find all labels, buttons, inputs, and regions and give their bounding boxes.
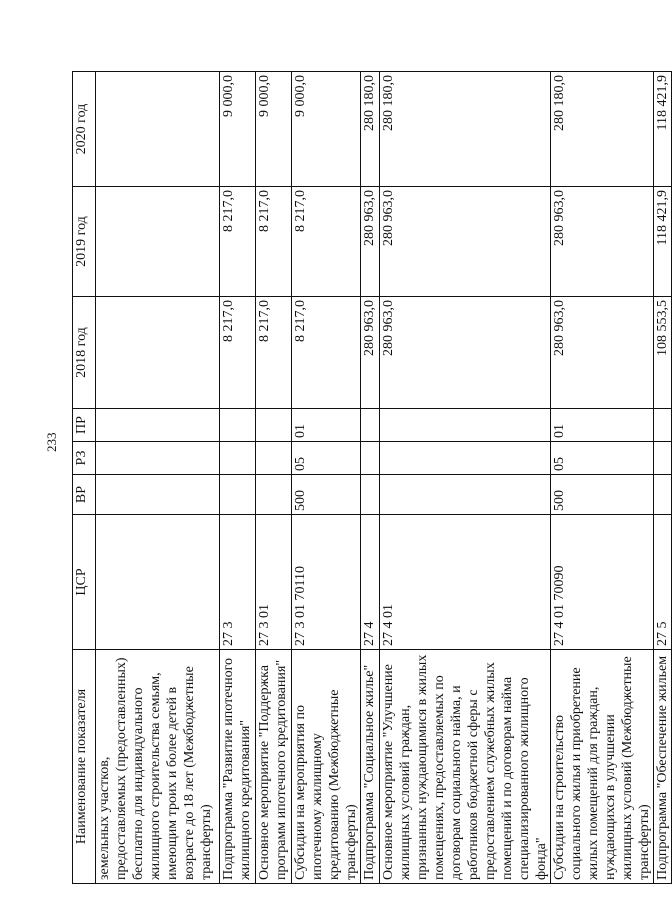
header-2018: 2018 год: [73, 297, 96, 409]
cell-name: Основное мероприятие "Поддержка программ ипотечного кредитования": [256, 650, 292, 884]
cell-name: Субсидии на строительство социального жилья и приобретение жилых помещений для граждан, нуждающихся в улучшении жилищных условий (Межбюджетные трансферты): [551, 650, 654, 884]
header-2019: 2019 год: [73, 187, 96, 297]
cell-2019: 8 217,0: [256, 187, 292, 297]
cell-2019: 118 421,9: [654, 187, 672, 297]
cell-vr: [361, 475, 380, 515]
table-row: [220, 72, 256, 884]
cell-rz: [654, 442, 672, 475]
cell-2018: 8 217,0: [220, 297, 256, 409]
cell-name: Подпрограмма "Обеспечение жильем: [654, 650, 672, 884]
cell-rz: [256, 442, 292, 475]
table-row: [96, 72, 220, 884]
page-number: 233: [44, 432, 59, 452]
cell-pr: [380, 409, 551, 442]
cell-vr: [220, 475, 256, 515]
table-row: [361, 72, 380, 884]
cell-2018: 108 553,5: [654, 297, 672, 409]
cell-csr: 27 3: [220, 515, 256, 650]
cell-vr: [654, 475, 672, 515]
cell-rz: [380, 442, 551, 475]
cell-2018: 280 963,0: [551, 297, 654, 409]
header-csr: ЦСР: [73, 515, 96, 650]
cell-2018: 280 963,0: [380, 297, 551, 409]
cell-2019: 8 217,0: [292, 187, 361, 297]
cell-vr: 500: [551, 475, 654, 515]
table-row: [256, 72, 292, 884]
table-row: [551, 72, 654, 884]
cell-name: Субсидии на мероприятия по ипотечному жилищному кредитованию (Межбюджетные трансферты): [292, 650, 361, 884]
budget-table: [72, 71, 672, 884]
table-row: [292, 72, 361, 884]
cell-rz: [361, 442, 380, 475]
cell-pr: [220, 409, 256, 442]
cell-2020: 9 000,0: [256, 72, 292, 187]
cell-2020: [96, 72, 220, 187]
cell-vr: [380, 475, 551, 515]
cell-pr: [361, 409, 380, 442]
cell-csr: 27 4 01 70090: [551, 515, 654, 650]
header-vr: ВР: [73, 475, 96, 515]
cell-csr: 27 4 01: [380, 515, 551, 650]
cell-2019: 280 963,0: [361, 187, 380, 297]
cell-2020: 9 000,0: [220, 72, 256, 187]
cell-2020: 280 180,0: [361, 72, 380, 187]
table-row: [380, 72, 551, 884]
cell-2018: 280 963,0: [361, 297, 380, 409]
cell-name: Подпрограмма "Социальное жилье": [361, 650, 380, 884]
cell-pr: [654, 409, 672, 442]
header-pr: ПР: [73, 409, 96, 442]
cell-csr: 27 5: [654, 515, 672, 650]
cell-name: Подпрограмма "Развитие ипотечного жилищного кредитования": [220, 650, 256, 884]
cell-2018: 8 217,0: [256, 297, 292, 409]
cell-2018: [96, 297, 220, 409]
cell-pr: 01: [551, 409, 654, 442]
cell-vr: 500: [292, 475, 361, 515]
cell-csr: 27 3 01 70110: [292, 515, 361, 650]
cell-vr: [256, 475, 292, 515]
header-rz: РЗ: [73, 442, 96, 475]
table-row: [654, 72, 672, 884]
cell-2019: 280 963,0: [380, 187, 551, 297]
cell-2018: 8 217,0: [292, 297, 361, 409]
cell-csr: 27 4: [361, 515, 380, 650]
cell-2020: 280 180,0: [551, 72, 654, 187]
cell-2020: 9 000,0: [292, 72, 361, 187]
cell-2019: 8 217,0: [220, 187, 256, 297]
cell-name: Основное мероприятие "Улучшение жилищных условий граждан, признанных нуждающимися в жилых помещениях, предоставляемых по договорам социального найма, и работников бюджетной сферы с предоставлением служебных жилых помещений и по договорам найма специализированного жилищного фонда": [380, 650, 551, 884]
cell-2020: 118 421,9: [654, 72, 672, 187]
cell-pr: [96, 409, 220, 442]
cell-pr: [256, 409, 292, 442]
cell-rz: 05: [292, 442, 361, 475]
cell-rz: 05: [551, 442, 654, 475]
header-2020: 2020 год: [73, 72, 96, 187]
cell-csr: [96, 515, 220, 650]
cell-pr: 01: [292, 409, 361, 442]
cell-name: земельных участков, предоставляемых (предоставленных) бесплатно для индивидуального жилищного строительства семьям, имеющим троих и более детей в возрасте до 18 лет (Межбюджетные трансферты): [96, 650, 220, 884]
cell-rz: [220, 442, 256, 475]
rotated-table-container: [72, 72, 670, 884]
cell-2019: [96, 187, 220, 297]
header-name: Наименование показателя: [73, 650, 96, 884]
cell-2019: 280 963,0: [551, 187, 654, 297]
header-row: [73, 72, 96, 884]
cell-csr: 27 3 01: [256, 515, 292, 650]
cell-2020: 280 180,0: [380, 72, 551, 187]
cell-rz: [96, 442, 220, 475]
cell-vr: [96, 475, 220, 515]
